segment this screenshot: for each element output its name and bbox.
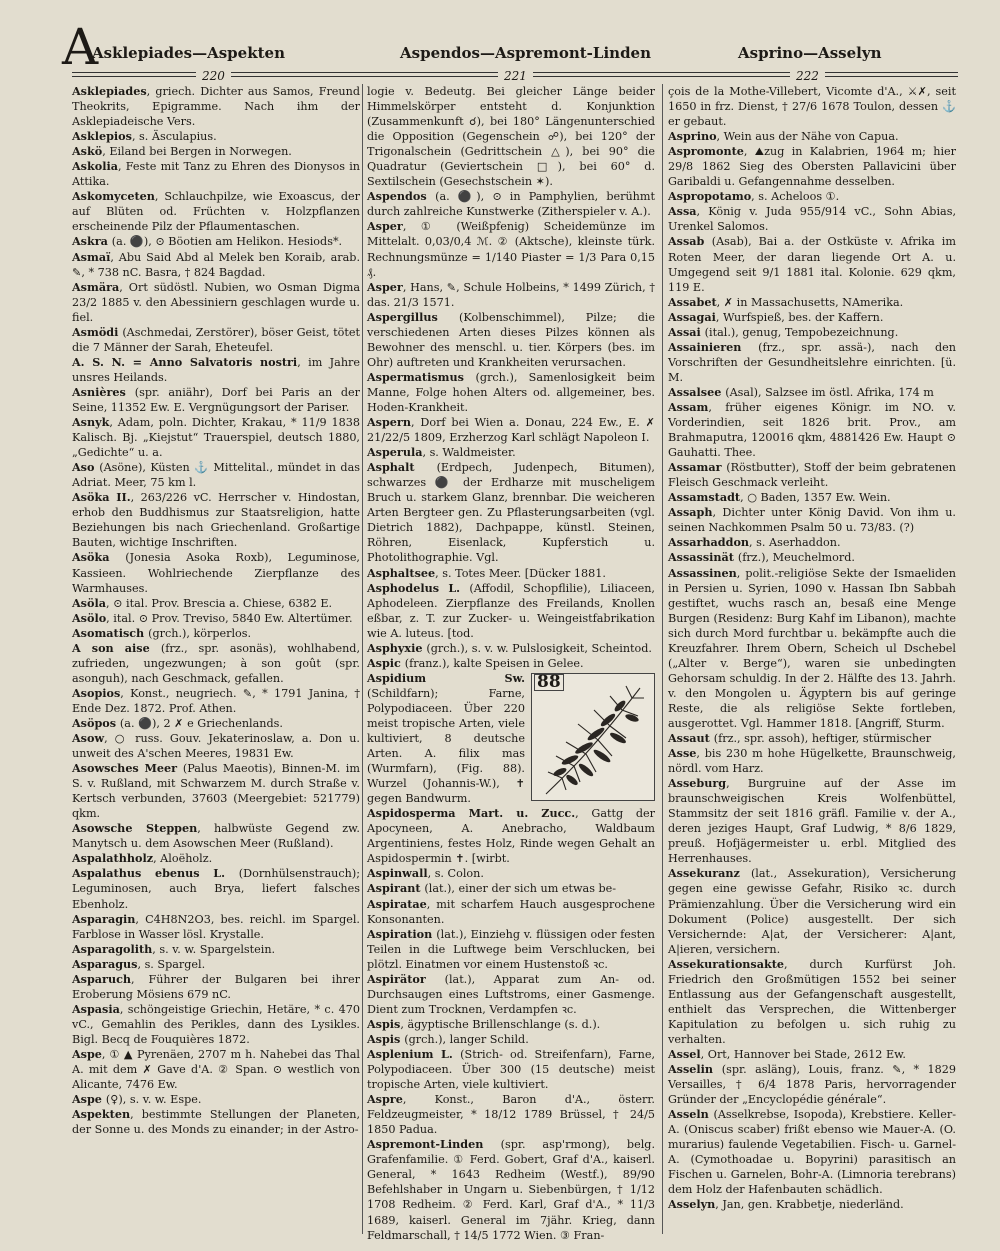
entry: Asklepios, s. Äsculapius. xyxy=(72,129,217,144)
entry: Aspekten, bestimmte Stellungen der Planeten, der Sonne u. des Monds zu einander; in der Astro- xyxy=(72,1107,360,1137)
headword: Asperula xyxy=(367,445,423,460)
headword: Assainieren xyxy=(668,339,759,354)
headword: Asöpos xyxy=(72,715,120,730)
entry: A son aise (frz., spr. asonäs), wohlhabend, zufrieden, ungezwungen; à son goût (spr. asonguh), nach Geschmack, gefallen. xyxy=(72,640,360,685)
headword: Assalsee xyxy=(668,384,726,399)
entry: Asöka II., 263/226 vC. Herrscher v. Hindostan, erhob den Buddhismus zur Staatsreligion, hatte Beziehungen bis nach Griechenland. Großartige Bauten, wichtige Inschriften. xyxy=(72,490,360,550)
headword: Aspasia xyxy=(72,1001,120,1016)
entry: Asöka (Jonesia Asoka Roxb), Leguminose, Kassieen. Wohlriechende Zierpflanze des Warmhauses. xyxy=(72,550,360,595)
headword: Asow xyxy=(72,731,105,746)
headword: Aspendos xyxy=(367,189,436,204)
entry: Assabet, ✗ in Massachusetts, NAmerika. xyxy=(668,294,904,309)
entry: Assa, König v. Juda 955/914 vC., Sohn Abias, Urenkel Salomos. xyxy=(668,204,956,234)
headword: Asnyk xyxy=(72,415,110,430)
entry: Asphyxie (grch.), s. v. w. Pulslosigkeit, Scheintod. xyxy=(367,640,652,655)
headword: Aspirätor xyxy=(367,971,445,986)
entry: Asopios, Konst., neugriech. ✎, * 1791 Janina, † Ende Dez. 1872. Prof. Athen. xyxy=(72,685,360,715)
headword: Aspermatismus xyxy=(367,369,476,384)
page-number-right: 222 xyxy=(790,69,825,83)
headword: Assam xyxy=(668,399,709,414)
entry: Asmära, Ort südöstl. Nubien, wo Osman Digma 23/2 1885 v. den Abessiniern geschlagen wurde u. fiel. xyxy=(72,279,360,324)
entry: Asparagus, s. Spargel. xyxy=(72,956,206,971)
entry: Aspirätor (lat.), Apparat zum An- od. Durchsaugen eines Luftstroms, einer Gasmenge. Dient zum Trocknen, Verdampfen ꝛc. xyxy=(367,971,655,1016)
headword: Asper xyxy=(367,219,403,234)
entry: Assarhaddon, s. Aserhaddon. xyxy=(668,535,841,550)
headword: Assai xyxy=(668,324,705,339)
column-divider xyxy=(362,84,363,1234)
entry: Asphodelus L. (Affodil, Schopflilie), Liliaceen, Aphodeleen. Zierpflanze des Freilands, Knollen eßbar, z. T. zur Zucker- u. Weingeistfabrikation wie A. luteus. [tod. xyxy=(367,580,655,640)
entry: A. S. N. = Anno Salvatoris nostri, im Jahre unsres Heilands. xyxy=(72,354,360,384)
headword: Assamar xyxy=(668,460,727,475)
entry: Aspe, ① ▲ Pyrenäen, 2707 m h. Nahebei das Thal A. mit dem ✗ Gave d'A. ② Span. ⊙ westlich von Alicante, 7476 Ew. xyxy=(72,1047,360,1092)
headword: Assarhaddon xyxy=(668,535,750,550)
headword: Aspergillus xyxy=(367,309,460,324)
headword: Assaut xyxy=(668,731,714,746)
headword: Aspern xyxy=(367,415,411,430)
headword: Assab xyxy=(668,234,712,249)
entry: Asöla, ⊙ ital. Prov. Brescia a. Chiese, 6382 E. xyxy=(72,595,333,610)
entry: Asölo, ital. ⊙ Prov. Treviso, 5840 Ew. Altertümer. xyxy=(72,610,353,625)
header-center: Aspendos—Aspremont-Linden xyxy=(400,44,652,62)
fern-icon xyxy=(532,674,654,800)
section-letter: A xyxy=(62,18,99,76)
headword: Asper xyxy=(367,279,403,294)
entry: Assalsee (Asal), Salzsee im östl. Afrika, 174 m xyxy=(668,384,934,399)
headword: Asparagin xyxy=(72,911,136,926)
headword: Asselyn xyxy=(668,1197,716,1212)
headword: Aspropotamo xyxy=(668,189,752,204)
entry: Assai (ital.), genug, Tempobezeichnung. xyxy=(668,324,899,339)
entry: Asper, Hans, ✎, Schule Holbeins, * 1499 Zürich, † das. 21/3 1571. xyxy=(367,279,655,309)
headword: Asplenium L. xyxy=(367,1047,461,1061)
entry: Aspre, Konst., Baron d'A., österr. Feldzeugmeister, * 18/12 1789 Brüssel, † 24/5 1850 Padua. xyxy=(367,1092,655,1137)
headword: Asphodelus L. xyxy=(367,580,470,595)
entry: Assaph, Dichter unter König David. Von ihm u. seinen Nachkommen Psalm 50 u. 73/83. (?) xyxy=(668,505,956,535)
entry: çois de la Mothe-Villebert, Vicomte d'A., ⚔✗, seit 1650 in frz. Dienst, † 27/6 1678 Toulon, dessen ⚓ er gebaut. xyxy=(668,85,956,129)
entry: Asöpos (a. ⚫), 2 ✗ e Griechenlands. xyxy=(72,715,283,730)
entry: Asparagin, C4H8N2O3, bes. reichl. im Spargel. Farblose in Wasser lösl. Krystalle. xyxy=(72,911,360,941)
entry: Aspidium Sw. (Schildfarn); Farne, Polypodiaceen. Über 220 meist tropische Arten, viele kultiviert, 8 deutsche Arten. A. filix mas (Wurmfarn), (Fig. 88). Wurzel (Johannis-W.), ✝ gegen Bandwurm. xyxy=(367,670,525,806)
headword: Aspalathholz xyxy=(72,851,154,866)
entry: Asnyk, Adam, poln. Dichter, Krakau, * 11/9 1838 Kalisch. Bj. „Kiejstut“ Trauerspiel, deutsch 1880, „Gedichte“ u. a. xyxy=(72,415,360,460)
headword: Aspremont-Linden xyxy=(367,1137,501,1152)
entry: Aspasia, schöngeistige Griechin, Hetäre, * c. 470 vC., Gemahlin des Perikles, dann des Lysikles. Bigl. Becq de Fouquières 1872. xyxy=(72,1001,360,1046)
headword: Aspekten xyxy=(72,1107,131,1122)
page-number-left: 220 xyxy=(196,69,231,83)
headword: Assekurationsakte xyxy=(668,956,785,971)
entry: Asse, bis 230 m hohe Hügelkette, Braunschweig, nördl. vom Harz. xyxy=(668,746,956,776)
header-left: Asklepiades—Aspekten xyxy=(92,44,285,62)
entry: Asprino, Wein aus der Nähe von Capua. xyxy=(668,129,899,144)
column-3 xyxy=(668,84,956,1234)
headword: Aspis xyxy=(367,1031,405,1046)
entry: Assagai, Wurfspieß, bes. der Kaffern. xyxy=(668,309,884,324)
entry: Asphalt (Erdpech, Judenpech, Bitumen), schwarzes ⚫ der Erdharze mit muscheligem Bruch u. starkem Glanz, brennbar. Die weicheren Arten Bergteer gen. Zu Pflasterungsarbeiten (vgl. Dietrich 1882), Dachpappe, künstl. Steinen, Röhren, Eisenlack, Kupferstich u. Photolithographie. Vgl. xyxy=(367,460,655,565)
entry: Asklepiades, griech. Dichter aus Samos, Freund Theokrits, Epigramme. Nach ihm der Asklepiadeische Vers. xyxy=(72,84,360,129)
entry: Askö, Eiland bei Bergen in Norwegen. xyxy=(72,144,292,159)
entry: Aspis, ägyptische Brillenschlange (s. d.). xyxy=(367,1016,601,1031)
entry: Aspis (grch.), langer Schild. xyxy=(367,1031,529,1046)
entry: Assainieren (frz., spr. assä-), nach den Vorschriften der Gesundheitslehre einrichten. [ü. M. xyxy=(668,339,956,384)
headword: Asseburg xyxy=(668,776,727,791)
headword: Asselin xyxy=(668,1062,722,1077)
entry: Aspremont-Linden (spr. asp'rmong), belg. Grafenfamilie. ① Ferd. Gobert, Graf d'A., kaiserl. General, * 1643 Redheim (Westf.), 89/90 Befehlshaber in Ungarn u. Siebenbürgen, † 1/12 1708 Redheim. ② Ferd. Karl, Graf d'A., * 11/3 1689, kaiserl. General im 7jähr. Krieg, dann Feldmarschall, † 14/5 1772 Wien. ③ Fran- xyxy=(367,1137,656,1242)
headword: Asphaltsee xyxy=(367,565,436,580)
headword: Asphalt xyxy=(367,460,437,475)
entry: Aspiration (lat.), Einziehg v. flüssigen oder festen Teilen in die Luftwege beim Verschlucken, bei plötzl. Einatmen vor einem Hustenstoß ꝛc. xyxy=(367,926,655,971)
headword: Assa xyxy=(668,204,697,219)
headword: Aspiration xyxy=(367,926,437,941)
entry: Asmödi (Aschmedai, Zerstörer), böser Geist, tötet die 7 Männer der Sarah, Eheteufel. xyxy=(72,324,360,354)
headword: Aspiratae xyxy=(367,896,427,911)
headword: A. S. N. = Anno Salvatoris nostri xyxy=(72,354,298,369)
header-right: Asprino—Asselyn xyxy=(738,44,882,62)
headword: Aspe xyxy=(72,1092,106,1107)
headword: Asölo xyxy=(72,610,107,625)
entry: Asowsche Steppen, halbwüste Gegend zw. Manytsch u. dem Asowschen Meer (Rußland). xyxy=(72,821,360,851)
headword: Assabet xyxy=(668,294,717,309)
headword: Aspinwall xyxy=(367,866,428,881)
entry: Aspalathholz, Aloëholz. xyxy=(72,851,213,866)
headword: Asse xyxy=(668,746,697,761)
entry: Aspinwall, s. Colon. xyxy=(367,866,484,881)
headword: Aspe xyxy=(72,1047,102,1061)
entry: Asomatisch (grch.), körperlos. xyxy=(72,625,252,640)
headword: Assekuranz xyxy=(668,866,751,881)
entry: Asparuch, Führer der Bulgaren bei ihrer Eroberung Mösiens 679 nC. xyxy=(72,971,360,1001)
headword: Asowsche Steppen xyxy=(72,821,198,836)
headword: Asmaï xyxy=(72,249,111,264)
entry: Assassinen, polit.-religiöse Sekte der Ismaeliden in Persien u. Syrien, 1090 v. Hassan Ibn Sabbah gestiftet, wuchs rasch an, besaß eine Menge Burgen (Residenz: Burg Kahf im Libanon), machte sich durch Mord furchtbar u. bekämpfte auch die Kreuzfahrer. Ihrem Obern, Scheich ul Dschebel („Alter v. Berge“), waren sie unbedingten Gehorsam schuldig. In der 2. Hälfte des 13. Jahrh. v. den Mongolen u. Ägyptern bis auf geringe Reste, die als religiöse Sekte fortleben, ausgerottet. Vgl. Hammer 1818. [Angriff, Sturm. xyxy=(668,565,956,730)
headword: Asöka xyxy=(72,550,126,565)
headword: Assel xyxy=(668,1047,701,1061)
headword: Asklepiades xyxy=(72,84,147,98)
entry: Assaut (frz., spr. assoh), heftiger, stürmischer xyxy=(668,731,932,746)
headword: Assassinen xyxy=(668,565,737,580)
entry: Assel, Ort, Hannover bei Stade, 2612 Ew. xyxy=(668,1047,906,1061)
entry: Asparagolith, s. v. w. Spargelstein. xyxy=(72,941,276,956)
entry: Aspropotamo, s. Acheloos ①. xyxy=(668,189,840,204)
entry: Aspalathus ebenus L. (Dornhülsenstrauch); Leguminosen, auch Brya, liefert falsches Ebenholz. xyxy=(72,866,360,911)
entry: logie v. Bedeutg. Bei gleicher Länge beider Himmelskörper entsteht d. Konjunktion (Zusammenkunft ☌), bei 180° Längenunterschied die Opposition (Gegenschein ☍), bei 120° der Trigonalschein (Gedrittschein △), bei 90° die Quadratur (Geviertschein □), bei 60° d. Sextilschein (Gesechstschein ✶). xyxy=(367,85,655,189)
entry: Asselin (spr. asläng), Louis, franz. ✎, * 1829 Versailles, † 6/4 1878 Paris, hervorragender Gründer der „Encyclopédie générale“. xyxy=(668,1062,956,1107)
column-divider xyxy=(662,84,663,1234)
entry: Aspe (♀), s. v. w. Espe. xyxy=(72,1092,202,1107)
entry: Asow, ○ russ. Gouv. Jekaterinoslaw, a. Don u. unweit des A'schen Meeres, 19831 Ew. xyxy=(72,731,360,761)
page-number-center: 221 xyxy=(498,69,533,83)
entry: Askra (a. ⚫), ⊙ Böotien am Helikon. Hesiods*. xyxy=(72,234,343,249)
column-1 xyxy=(72,84,360,1234)
headword: Asklepios xyxy=(72,129,132,144)
headword: Assagai xyxy=(668,309,716,324)
headword: Assamstadt xyxy=(668,490,741,505)
entry: Asowsches Meer (Palus Maeotis), Binnen-M. im S. v. Rußland, mit Schwarzem M. durch Straße v. Kertsch verbunden, 37603 (Meergebiet: 521779) qkm. xyxy=(72,761,360,821)
headword: Askolia xyxy=(72,159,118,174)
headword: Asmära xyxy=(72,279,120,294)
headword: Asparagus xyxy=(72,956,138,971)
headword: Aspre xyxy=(367,1092,403,1107)
entry: Asplenium L. (Strich- od. Streifenfarn), Farne, Polypodiaceen. Über 300 (15 deutsche) meist tropische Arten, viele kultiviert. xyxy=(367,1047,655,1092)
entry: Asselyn, Jan, gen. Krabbetje, niederländ. xyxy=(668,1197,904,1212)
headword: Asparuch xyxy=(72,971,132,986)
headword: Aso xyxy=(72,460,100,475)
entry: Aspic (franz.), kalte Speisen in Gelee. xyxy=(367,655,584,670)
headword: Aspis xyxy=(367,1016,401,1031)
entry: Aspirant (lat.), einer der sich um etwas be- xyxy=(367,881,617,896)
figure-number: 88 xyxy=(534,674,564,691)
entry: Aspermatismus (grch.), Samenlosigkeit beim Manne, Folge hohen Alters od. allgemeiner, bes. Hoden-Krankheit. xyxy=(367,369,655,414)
entry: Asmaï, Abu Said Abd al Melek ben Koraib, arab. ✎, * 738 nC. Basra, † 824 Bagdad. xyxy=(72,249,360,279)
headword: Aspromonte xyxy=(668,144,744,159)
entry: Assab (Asab), Bai a. der Ostküste v. Afrika im Roten Meer, der daran liegende Ort A. u. Umgegend seit 9/1 1881 ital. Kolonie. 629 qkm, 119 E. xyxy=(668,234,956,294)
headword: Aspic xyxy=(367,655,405,670)
headword: Asparagolith xyxy=(72,941,153,956)
headword: Aspidosperma Mart. u. Zucc. xyxy=(367,806,576,821)
entry: Assam, früher eigenes Königr. im NO. v. Vorderindien, seit 1826 brit. Prov., am Brahmaputra, 120016 qkm, 4881426 Ew. Haupt ⊙ Gauhatti. Thee. xyxy=(668,399,956,460)
headword: A son aise xyxy=(72,640,161,655)
entry: Assekurationsakte, durch Kurfürst Joh. Friedrich den Großmütigen 1552 bei seiner Entlassung aus der Gefangenschaft ausgestellt, enthielt das Versprechen, die Wittenberger Kapitulation zu befolgen u. sich ruhig zu verhalten. xyxy=(668,956,956,1046)
entry: Aspergillus (Kolbenschimmel), Pilze; die verschiedenen Arten dieses Pilzes können als Bewohner des menschl. u. tier. Körpers (bes. im Ohr) auftreten und Krankheiten verursachen. xyxy=(367,309,655,369)
headword: Asmödi xyxy=(72,324,123,339)
headword: Asöka II. xyxy=(72,490,131,505)
headword: Assassinät xyxy=(668,550,738,565)
headword: Asprino xyxy=(668,129,717,144)
headword: Asseln xyxy=(668,1107,714,1122)
entry: Aspern, Dorf bei Wien a. Donau, 224 Ew., E. ✗ 21/22/5 1809, Erzherzog Karl schlägt Napoleon I. xyxy=(367,415,655,445)
entry: Askomyceten, Schlauchpilze, wie Exoascus, der auf Blüten od. Früchten v. Holzpflanzen erscheinende Pilz der Pflaumentaschen. xyxy=(72,189,360,234)
entry: Assamstadt, ○ Baden, 1357 Ew. Wein. xyxy=(668,490,891,505)
headword: Asopios xyxy=(72,685,121,700)
entry: Asnières (spr. aniähr), Dorf bei Paris an der Seine, 11352 Ew. E. Vergnügungsort der Pariser. xyxy=(72,384,361,414)
entry: Aspidosperma Mart. u. Zucc., Gattg der Apocyneen, A. Anebracho, Waldbaum Argentiniens, festes Holz, Rinde wegen Gehalt an Aspidospermin ✝. [wirbt. xyxy=(367,806,655,866)
headword: Asomatisch xyxy=(72,625,149,640)
entry: Asseln (Asselkrebse, Isopoda), Krebstiere. Keller-A. (Oniscus scaber) frißt ebenso wie Mauer-A. (O. murarius) faulende Vegetabilien. Fisch- u. Garnel-A. (Cymothoadae u. Bopyrini) parasitisch an Fischen u. Garnelen, Bohr-A. (Limnoria terebrans) dem Holz der Hafenbauten schädlich. xyxy=(668,1107,956,1197)
entry: Aspendos (a. ⚫), ⊙ in Pamphylien, berühmt durch zahlreiche Kunstwerke (Zitherspieler v. A.). xyxy=(367,189,655,219)
entry: Asperula, s. Waldmeister. xyxy=(367,445,516,460)
entry: Aso (Asöne), Küsten ⚓ Mittelital., mündet in das Adriat. Meer, 75 km l. xyxy=(72,460,360,490)
entry: Asphaltsee, s. Totes Meer. [Dücker 1881. xyxy=(367,565,606,580)
fern-figure xyxy=(531,673,655,801)
headword: Asöla xyxy=(72,595,106,610)
entry: Assekuranz (lat., Assekuration), Versicherung gegen eine gewisse Gefahr, Risiko ꝛc. durch Prämienzahlung. Über die Versicherung wird ein Dokument (Police) ausgestellt. Der sich Versichernde: A|at, der Versicherer: A|ant, A|ieren, versichern. xyxy=(668,866,956,956)
entry: Aspiratae, mit scharfem Hauch ausgesprochene Konsonanten. xyxy=(367,896,655,926)
entry: Assassinät (frz.), Meuchelmord. xyxy=(668,550,855,565)
headword: Aspidium Sw. xyxy=(367,670,525,685)
headword: Askomyceten xyxy=(72,189,155,204)
headword: Aspirant xyxy=(367,881,425,896)
headword: Asnières xyxy=(72,384,135,399)
headword: Askra xyxy=(72,234,112,249)
column-2 xyxy=(367,84,656,1242)
entry: Askolia, Feste mit Tanz zu Ehren des Dionysos in Attika. xyxy=(72,159,360,189)
headword: Aspalathus ebenus L. xyxy=(72,866,239,881)
headword: Assaph xyxy=(668,505,713,520)
entry: Asseburg, Burgruine auf der Asse im braunschweigischen Kreis Wolfenbüttel, Stammsitz der seit 1816 gräfl. Familie v. der A., deren jeziges Haupt, Graf Ludwig, * 8/6 1829, preuß. Hofjägermeister u. erbl. Mitglied des Herrenhauses. xyxy=(668,776,956,866)
entry: Assamar (Röstbutter), Stoff der beim gebratenen Fleisch Geschmack verleiht. xyxy=(668,460,956,490)
entry: Aspromonte, ⛰zug in Kalabrien, 1964 m; hier 29/8 1862 Sieg des Obersten Pallavicini über Garibaldi u. Gefangennahme desselben. xyxy=(668,144,956,189)
headword: Asphyxie xyxy=(367,640,427,655)
entry: Asper, ① (Weißpfenig) Scheidemünze im Mittelalt. 0,03/0,4 ℳ. ② (Aktsche), kleinste türk. Rechnungsmünze = 1/140 Piaster = 1/3 Para 0,15 ₰. xyxy=(367,219,655,279)
headword: Askö xyxy=(72,144,103,159)
headword: Asowsches Meer xyxy=(72,761,183,776)
